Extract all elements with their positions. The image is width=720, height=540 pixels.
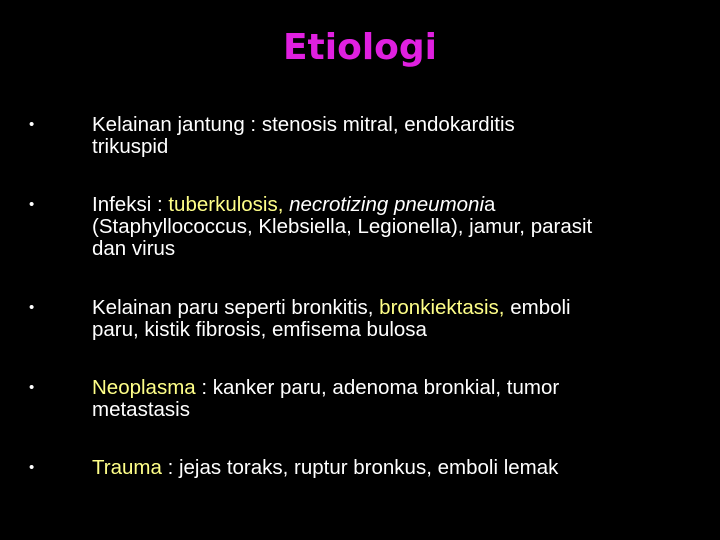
item-line xyxy=(92,297,692,319)
item-line xyxy=(92,377,692,399)
list-item-text xyxy=(92,377,692,421)
list-item-text xyxy=(92,297,692,341)
item-line: dan virus xyxy=(92,237,176,260)
item-line: paru, kistik fibrosis, emfisema bulosa xyxy=(92,318,427,341)
bullet-marker: • xyxy=(29,299,35,316)
item-text-highlight: tuberkulosis, xyxy=(168,193,284,216)
item-text-highlight: Trauma xyxy=(92,456,162,479)
item-line: Kelainan jantung : stenosis mitral, endokarditis xyxy=(92,113,515,136)
list-item-text xyxy=(92,457,692,479)
bullet-marker: • xyxy=(29,196,35,213)
item-text-segment: Infeksi : xyxy=(92,193,169,216)
item-text-segment: Kelainan paru seperti bronkitis, xyxy=(92,296,380,319)
item-text-segment: emboli xyxy=(504,296,571,319)
list-item-text xyxy=(92,194,692,260)
item-text-highlight: Neoplasma xyxy=(92,376,196,399)
item-text-segment: : kanker paru, adenoma bronkial, tumor xyxy=(195,376,560,399)
slide-title: Etiologi xyxy=(282,27,438,68)
item-line xyxy=(92,194,692,216)
item-text-highlight: bronkiektasis, xyxy=(379,296,505,319)
item-line: metastasis xyxy=(92,398,190,421)
item-line: (Staphyllococcus, Klebsiella, Legionella), jamur, parasit xyxy=(92,215,593,238)
bullet-marker: • xyxy=(29,459,35,476)
item-line xyxy=(92,457,692,479)
item-text-italic: necrotizing pneumoni xyxy=(283,193,485,216)
list-item-text xyxy=(92,114,692,158)
item-line: trikuspid xyxy=(92,135,169,158)
item-text-segment: a xyxy=(484,193,496,216)
bullet-marker: • xyxy=(29,116,35,133)
item-text-segment: : jejas toraks, ruptur bronkus, emboli lemak xyxy=(161,456,559,479)
bullet-marker: • xyxy=(29,379,35,396)
